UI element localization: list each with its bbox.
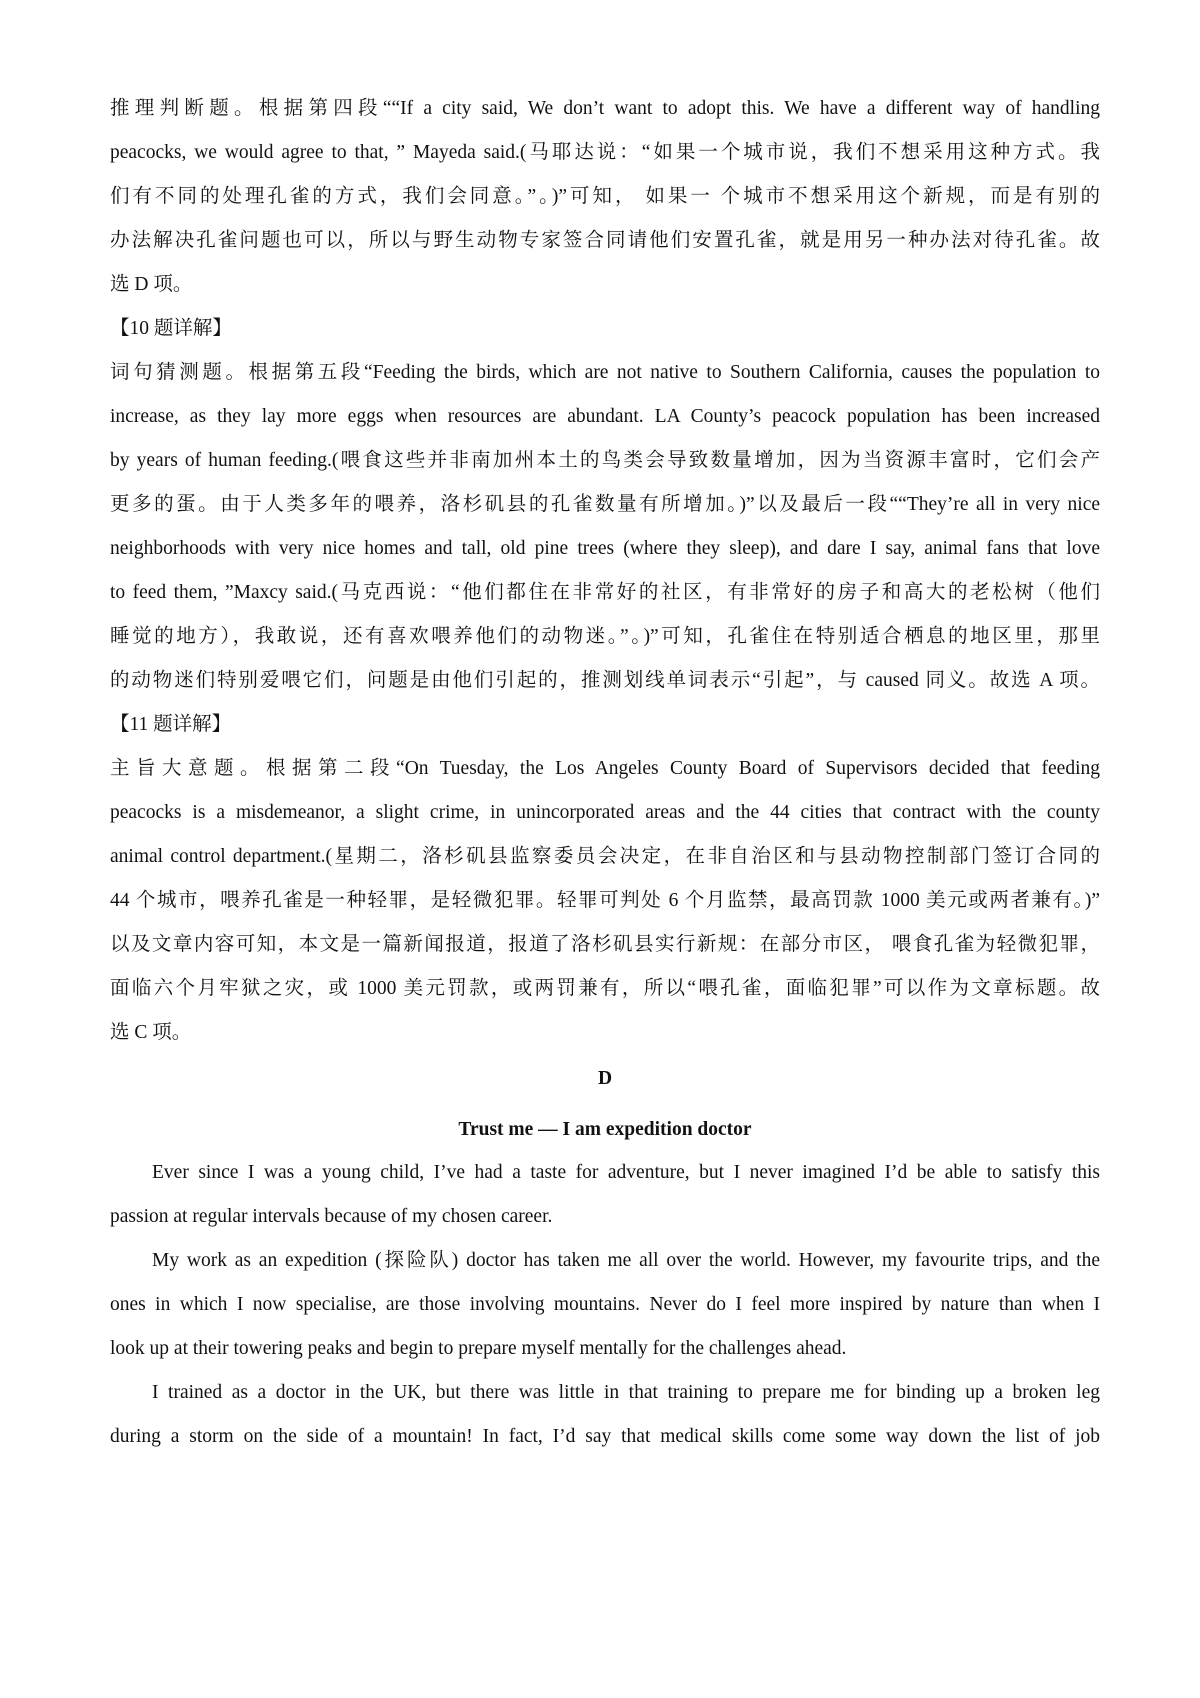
passage-p2-line-3: look up at their towering peaks and begin to prepare myself mentally for the challenges ahead. — [110, 1338, 847, 1359]
q9-line-2: peacocks, we would agree to that, ” Mayeda said.(马耶达说：“如果一个城市说，我们不想采用这种方式。我 — [110, 142, 1100, 163]
q9-line-4: 办法解决孔雀问题也可以，所以与野生动物专家签合同请他们安置孔雀，就是用另一种办法对待孔雀。故 — [110, 230, 1100, 251]
passage-p1-line-2: passion at regular intervals because of my chosen career. — [110, 1206, 553, 1227]
q11-line-4: 44 个城市，喂养孔雀是一种轻罪，是轻微犯罪。轻罪可判处 6 个月监禁，最高罚款 1000 美元或两者兼有。)” — [110, 890, 1100, 911]
passage-p1-line-1: Ever since I was a young child, I’ve had a taste for adventure, but I never imagined I’d be able to satisfy this — [152, 1162, 1100, 1183]
q9-line-1: 推理判断题。根据第四段““If a city said, We don’t want to adopt this. We have a different way of handling — [110, 98, 1100, 119]
passage-p2-line-2: ones in which I now specialise, are those involving mountains. Never do I feel more inspired by nature than when I — [110, 1294, 1100, 1315]
q11-line-7: 选 C 项。 — [110, 1022, 192, 1043]
q11-line-2: peacocks is a misdemeanor, a slight crime, in unincorporated areas and the 44 cities that contract with the county — [110, 802, 1100, 823]
passage-p3-line-1: I trained as a doctor in the UK, but there was little in that training to prepare me for binding up a broken leg — [152, 1382, 1100, 1403]
q11-heading: 【11 题详解】 — [110, 714, 232, 735]
section-letter: D — [597, 1068, 613, 1089]
q10-line-6: to feed them, ”Maxcy said.(马克西说：“他们都住在非常好的社区，有非常好的房子和高大的老松树（他们 — [110, 582, 1100, 603]
q10-line-4: 更多的蛋。由于人类多年的喂养，洛杉矶县的孔雀数量有所增加。)”以及最后一段““They’re all in very nice — [110, 494, 1100, 515]
q9-line-3: 们有不同的处理孔雀的方式，我们会同意。”。)”可知， 如果一 个城市不想采用这个新规，而是有别的 — [110, 186, 1100, 207]
q11-line-3: animal control department.(星期二，洛杉矶县监察委员会决定，在非自治区和与县动物控制部门签订合同的 — [110, 846, 1100, 867]
passage-title: Trust me — I am expedition doctor — [458, 1119, 752, 1140]
q10-line-8: 的动物迷们特别爱喂它们，问题是由他们引起的，推测划线单词表示“引起”，与 caused 同义。故选 A 项。 — [110, 670, 1100, 691]
q10-line-5: neighborhoods with very nice homes and tall, old pine trees (where they sleep), and dare I say, animal fans that love — [110, 538, 1100, 559]
q10-heading: 【10 题详解】 — [110, 318, 232, 339]
passage-p3-line-2: during a storm on the side of a mountain! In fact, I’d say that medical skills come some way down the list of job — [110, 1426, 1100, 1447]
q10-line-7: 睡觉的地方），我敢说，还有喜欢喂养他们的动物迷。”。)”可知，孔雀住在特别适合栖息的地区里，那里 — [110, 626, 1100, 647]
q11-line-5: 以及文章内容可知，本文是一篇新闻报道，报道了洛杉矶县实行新规：在部分市区， 喂食孔雀为轻微犯罪， — [110, 934, 1100, 955]
q10-line-1: 词句猜测题。根据第五段“Feeding the birds, which are not native to Southern California, causes the population to — [110, 362, 1100, 383]
q9-line-5: 选 D 项。 — [110, 274, 193, 295]
q10-line-2: increase, as they lay more eggs when resources are abundant. LA County’s peacock population has been increased — [110, 406, 1100, 427]
q11-line-6: 面临六个月牢狱之灾，或 1000 美元罚款，或两罚兼有，所以“喂孔雀，面临犯罪”可以作为文章标题。故 — [110, 978, 1100, 999]
q10-line-3: by years of human feeding.(喂食这些并非南加州本土的鸟类会导致数量增加，因为当资源丰富时，它们会产 — [110, 450, 1100, 471]
passage-p2-line-1: My work as an expedition (探险队) doctor has taken me all over the world. However, my favourite trips, and the — [152, 1250, 1100, 1271]
q11-line-1: 主旨大意题。根据第二段“On Tuesday, the Los Angeles County Board of Supervisors decided that feeding — [110, 758, 1100, 779]
